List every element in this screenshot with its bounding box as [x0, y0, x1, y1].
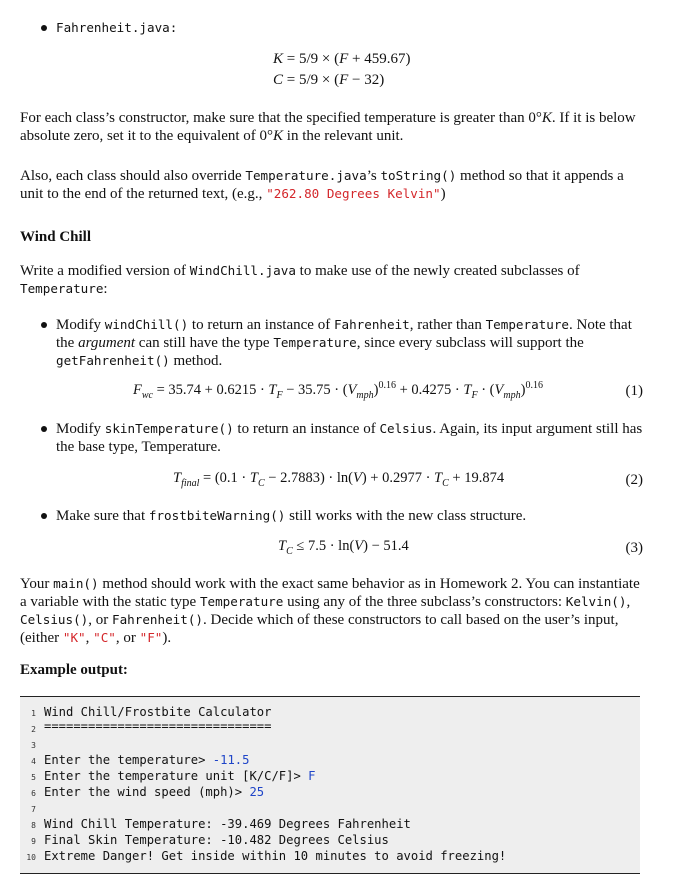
- formula-kelvin: K = 5/9 × (F + 459.67): [273, 51, 411, 67]
- bullet-frostbite-warning: Make sure that frostbiteWarning() still works with the new class structure.: [56, 508, 527, 524]
- code-line-9: Final Skin Temperature: -10.482 Degrees Celsius: [44, 833, 389, 847]
- paragraph-windchill: Write a modified version of WindChill.java to make use of the newly created subclasses of Temperature:: [20, 263, 580, 297]
- equation-frostbite: $T_C \le 7.5 \cdot \ln(V) - 51.4$: [278, 538, 409, 557]
- bullet-dot: [41, 322, 47, 328]
- line-number: 9: [31, 837, 36, 846]
- line-number: 8: [31, 821, 36, 830]
- bullet-skin-temperature: Modify skinTemperature() to return an instance of Celsius. Again, its input argument still has the base type, Temperature.: [56, 421, 643, 455]
- prompt-text: Enter the temperature unit [K/C/F]>: [44, 769, 309, 783]
- equation-number-3: (3): [625, 540, 643, 556]
- equation-number-2: (2): [625, 472, 643, 488]
- line-number: 10: [26, 853, 36, 862]
- equation-number-1: (1): [625, 383, 643, 399]
- line-number: 7: [31, 805, 36, 814]
- line-number: 5: [31, 773, 36, 782]
- bullet-dot: [41, 25, 47, 31]
- bullet-dot: [41, 513, 47, 519]
- equation-skin-temperature: $T_{final} = (0.1 \cdot T_C - 2.7883) \cdot \ln(V) + 0.2977 \cdot T_C + 19.874$: [173, 470, 505, 489]
- prompt-text: Enter the wind speed (mph)>: [44, 785, 250, 799]
- heading-wind-chill: Wind Chill: [20, 229, 92, 245]
- code-line-10: Extreme Danger! Get inside within 10 minutes to avoid freezing!: [44, 849, 507, 863]
- formula-celsius: C = 5/9 × (F − 32): [273, 72, 385, 88]
- user-input: 25: [249, 785, 265, 799]
- code-line-5: [44, 769, 316, 783]
- heading-example-output: Example output:: [20, 662, 128, 678]
- paragraph-main: Your main() method should work with the exact same behavior as in Homework 2. You can instantiate a variable with the static type Temperature using any of the three subclass’s constructors: Kelvin(), Celsius(), or Fahrenheit(). Decide which of these constructors to call based on the user’s input, (either "K", "C", or "F").: [20, 576, 640, 646]
- line-number: 4: [31, 757, 36, 766]
- code-line-8: Wind Chill Temperature: -39.469 Degrees Fahrenheit: [44, 817, 411, 831]
- line-number: 2: [31, 725, 36, 734]
- code-listing: [20, 696, 640, 874]
- line-number: 1: [31, 709, 36, 718]
- code-line-1: Wind Chill/Frostbite Calculator: [44, 705, 272, 719]
- prompt-text: Enter the temperature>: [44, 753, 213, 767]
- code-line-4: [44, 753, 249, 767]
- paragraph-constructor: For each class’s constructor, make sure that the specified temperature is greater than 0°K. If it is below absolute zero, set it to the equivalent of 0°K in the relevant unit.: [20, 110, 636, 144]
- user-input: -11.5: [212, 753, 250, 767]
- user-input: F: [308, 769, 316, 783]
- bullet-dot: [41, 426, 47, 432]
- equation-windchill: $F_{wc} = 35.74 + 0.6215 \cdot T_F - 35.75 \cdot (V_{mph})^{0.16} + 0.4275 \cdot T_F \cdot (V_{mph})^{0.16}$: [133, 380, 543, 401]
- bullet-windchill-fahrenheit: Modify windChill() to return an instance of Fahrenheit, rather than Temperature. Note that the argument can still have the type Temperature, since every subclass will support the getFahrenheit() method.: [56, 317, 632, 369]
- fahrenheit-java-label: Fahrenheit.java:: [56, 20, 178, 35]
- line-number: 3: [31, 741, 36, 750]
- paragraph-tostring: Also, each class should also override Temperature.java’s toString() method so that it appends a unit to the end of the returned text, (e.g., "262.80 Degrees Kelvin"): [20, 168, 624, 202]
- code-line-6: [44, 785, 264, 799]
- code-line-2: ===============================: [44, 719, 272, 733]
- line-number: 6: [31, 789, 36, 798]
